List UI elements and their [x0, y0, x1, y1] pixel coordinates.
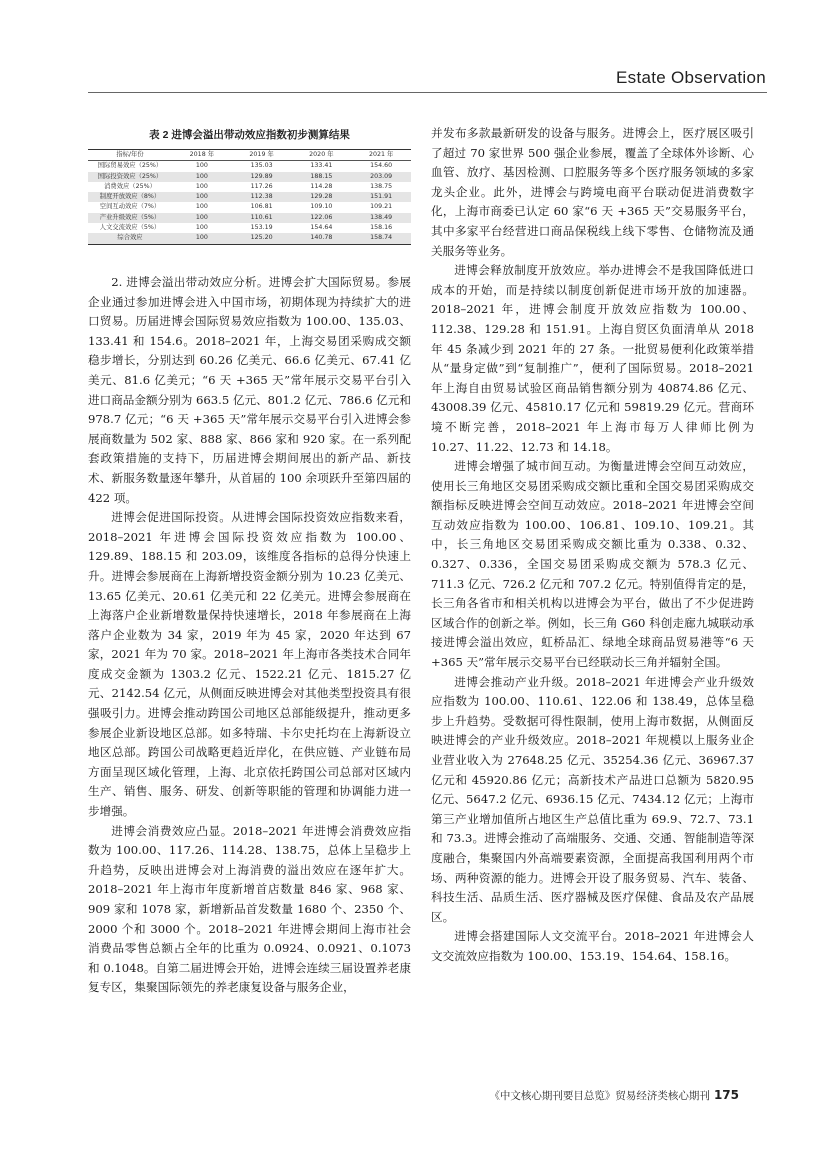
table-cell: 消费效应（25%）: [104, 182, 156, 190]
footer-journal: 《中文核心期刊要目总览》贸易经济类核心期刊: [489, 1090, 710, 1102]
table-header-cell: 2021 年: [368, 151, 394, 158]
table-cell: 100: [172, 192, 232, 202]
table-cell: 109.21: [370, 203, 393, 211]
table-row: [88, 172, 411, 182]
table-header-cell: 2020 年: [309, 151, 334, 158]
table-cell: 125.20: [232, 233, 292, 244]
left-paragraph: 2. 进博会溢出带动效应分析。进博会扩大国际贸易。参展企业通过参加进博会进入中国市场，初期体现为持续扩大的进口贸易。历届进博会国际贸易效应指数为 100.00、135.03、133.41 和 154.6。2018–2021 年，上海交易团采购成交额稳步增长，分别达到 60.26 亿美元、66.6 亿美元、67.41 亿美元、81.6 亿美元；“6 天 +365 天”常年展示交易平台引入进口商品金额分别为 663.5 亿元、801.2 亿元、786.6 亿元和 978.7 亿元；“6 天 +365 天”常年展示交易平台引入进博会参展商数量为 502 家、888 家、866 家和 920 家。在一系列配套政策措施的支持下，历届进博会期间展出的新产品、新技术、新服务数量逐年攀升，从首届的 100 余项跃升至第四届的 422 项。: [88, 275, 412, 505]
table-cell: 人文交流效应（5%）: [99, 224, 161, 232]
table-cell: 138.75: [370, 182, 393, 190]
table-row: [88, 161, 411, 172]
table-caption: 表 2 进博会溢出带动效应指数初步测算结果: [149, 129, 350, 141]
table-row: [88, 192, 411, 202]
table-cell: 100: [172, 213, 232, 223]
table-cell: 158.16: [370, 224, 393, 232]
page-footer: [489, 1088, 739, 1103]
left-paragraph: 进博会促进国际投资。从进博会国际投资效应指数来看，2018–2021 年进博会国际投资效应指数为 100.00、129.89、188.15 和 203.09，该维度各指标的总得分快速上升。进博会参展商在上海新增投资金额分别为 10.23 亿美元、13.65 亿美元、20.61 亿美元和 22 亿美元。进博会参展商在上海落户企业新增数量保持快速增长，2018 年参展商在上海落户企业数为 34 家，2019 年为 45 家，2020 年达到 67 家，2021 年为 70 家。2018–2021 年上海市各类技术合同年度成交金额为 1303.2 亿元、1522.21 亿元、1815.27 亿元、2142.54 亿元，从侧面反映进博会对其他类型投资具有很强吸引力。进博会推动跨国公司地区总部能级提升，推动更多参展企业新设地区总部。如多特瑞、卡尔史托均在上海新设立地区总部。跨国公司战略更趋近岸化，在供应链、产业链布局方面呈现区域化管理，上海、北京依托跨国公司总部对区域内生产、销售、服务、研发、创新等职能的管理和协调能力进一步增强。: [88, 510, 411, 819]
table-cell: 112.38: [232, 192, 292, 202]
journal-section-title: Estate Observation: [616, 68, 766, 87]
right-paragraph: 并发布多款最新研发的设备与服务。进博会上，医疗展区吸引了超过 70 家世界 500 强企业参展，覆盖了全球体外诊断、心血管、放疗、基因检测、口腔服务等多个医疗服务领域的多家龙头企业。此外，进博会与跨境电商平台联动促进消费数字化，上海市商委已认定 60 家“6 天 +365 天”交易服务平台，其中多家平台经营进口商品保税线上线下零售、仓储物流及通关服务等业务。: [431, 126, 754, 258]
table-cell: 117.26: [250, 182, 273, 190]
table-cell: 空间互动效应（7%）: [99, 203, 161, 211]
table-row: [88, 223, 411, 233]
table-row: [88, 202, 411, 212]
right-paragraph: 进博会增强了城市间互动。为衡量进博会空间互动效应，使用长三角地区交易团采购成交额比重和全国交易团采购成交额指标反映进博会空间互动效应。2018–2021 年进博会空间互动效应指数为 100.00、106.81、109.10、109.21。其中，长三角地区交易团采购成交额比重为 0.338、0.32、0.327、0.336，全国交易团采购成交额为 578.3 亿元、711.3 亿元、726.2 亿元和 707.2 亿元。特别值得肯定的是，长三角各省市和相关机构以进博会为平台，做出了不少促进跨区域合作的创新之举。例如，长三角 G60 科创走廊九城联动承接进博会溢出效应，虹桥品汇、绿地全球商品贸易港等“6 天 +365 天”常年展示交易平台已经联动长三角并辐射全国。: [431, 459, 755, 670]
table-cell: 综合效应: [88, 233, 172, 244]
table-cell: 产业升级效应（5%）: [88, 213, 172, 223]
table-cell: 154.60: [370, 162, 393, 170]
table-cell: 135.03: [250, 162, 273, 170]
table-cell: 129.89: [232, 172, 292, 182]
table-cell: 国际投资效应（25%）: [88, 172, 172, 182]
table-cell: 129.28: [291, 192, 351, 202]
table-cell: 国际贸易效应（25%）: [97, 162, 163, 170]
table-cell: 110.61: [232, 213, 292, 223]
right-paragraph: 进博会搭建国际人文交流平台。2018–2021 年进博会人文交流效应指数为 100.00、153.19、154.64、158.16。: [431, 929, 754, 963]
table-cell: 188.15: [291, 172, 351, 182]
table-cell: 154.64: [310, 224, 333, 232]
table-cell: 151.91: [351, 192, 411, 202]
table-cell: 100: [172, 172, 232, 182]
left-paragraph: 进博会消费效应凸显。2018–2021 年进博会消费效应指数为 100.00、117.26、114.28、138.75，总体上呈稳步上升趋势，反映出进博会对上海消费的溢出效应在逐年扩大。2018–2021 年上海市年度新增首店数量 846 家、968 家、909 家和 1078 家，新增新品首发数量 1680 个、2350 个、2000 个和 3000 个。2018–2021 年进博会期间上海市社会消费品零售总额占全年的比重为 0.0924、0.0921、0.1073 和 0.1048。自第二届进博会开始，进博会连续三届设置养老康复专区，集聚国际领先的养老康复设备与服务企业，: [88, 823, 411, 995]
table-cell: 122.06: [291, 213, 351, 223]
table-header-cell: 指标/年份: [116, 151, 144, 158]
data-table: [88, 149, 411, 245]
table-cell: 100: [195, 162, 208, 170]
table-cell: 138.49: [351, 213, 411, 223]
header-rule: [88, 92, 767, 93]
table-cell: 153.19: [250, 224, 273, 232]
table-cell: 100: [195, 203, 208, 211]
table-cell: 158.74: [351, 233, 411, 244]
table-header-cell: 2018 年: [189, 151, 214, 158]
right-column: [431, 124, 754, 967]
table-header-row: [88, 150, 411, 161]
table-block: [88, 127, 411, 269]
table-cell: 制度开放效应（8%）: [88, 192, 172, 202]
table-cell: 109.10: [310, 203, 333, 211]
table-cell: 114.28: [310, 182, 333, 190]
table-cell: 140.78: [291, 233, 351, 244]
right-paragraph: 进博会推动产业升级。2018–2021 年进博会产业升级效应指数为 100.00、110.61、122.06 和 138.49，总体呈稳步上升趋势。受数据可得性限制，使用上海市数据，从侧面反映进博会的产业升级效应。2018–2021 年规模以上服务业企业营业收入为 27648.25 亿元、35254.36 亿元、36967.37 亿元和 45920.86 亿元；高新技术产品进口总额为 5820.95 亿元、5647.2 亿元、6936.15 亿元、7434.12 亿元；上海市第三产业增加值所占地区生产总值比重为 69.9、72.7、73.1 和 73.3。进博会推动了高端服务、交通、交通、智能制造等深度融合，集聚国内外高端要素资源，全面提高我国利用两个市场、两种资源的能力。进博会开设了服务贸易、汽车、装备、科技生活、品质生活、医疗器械及医疗保健、食品及农产品展区。: [431, 674, 754, 924]
table-cell: 133.41: [310, 162, 333, 170]
left-column: [88, 124, 411, 998]
table-cell: 100: [172, 233, 232, 244]
table-row: [88, 213, 411, 223]
table-cell: 100: [195, 224, 208, 232]
table-header-cell: 2019 年: [249, 151, 274, 158]
table-cell: 100: [195, 182, 208, 190]
page-number: 175: [713, 1088, 739, 1102]
table-cell: 106.81: [250, 203, 273, 211]
table-cell: 203.09: [351, 172, 411, 182]
table-row: [88, 182, 411, 192]
right-paragraph: 进博会释放制度开放效应。举办进博会不是我国降低进口成本的开始，而是持续以制度创新促进市场开放的加速器。2018–2021 年，进博会制度开放效应指数为 100.00、112.38、129.28 和 151.91。上海自贸区负面清单从 2018 年 45 条减少到 2021 年的 27 条。一批贸易便利化政策举措从“量身定做”到“复制推广”，便利了国际贸易。2018–2021 年上海自由贸易试验区商品销售额分别为 40874.86 亿元、43008.39 亿元、45810.17 亿元和 59819.29 亿元。营商环境不断完善，2018–2021 年上海市每万人律师比例为 10.27、11.22、12.73 和 14.18。: [431, 263, 754, 454]
table-row: [88, 233, 411, 244]
